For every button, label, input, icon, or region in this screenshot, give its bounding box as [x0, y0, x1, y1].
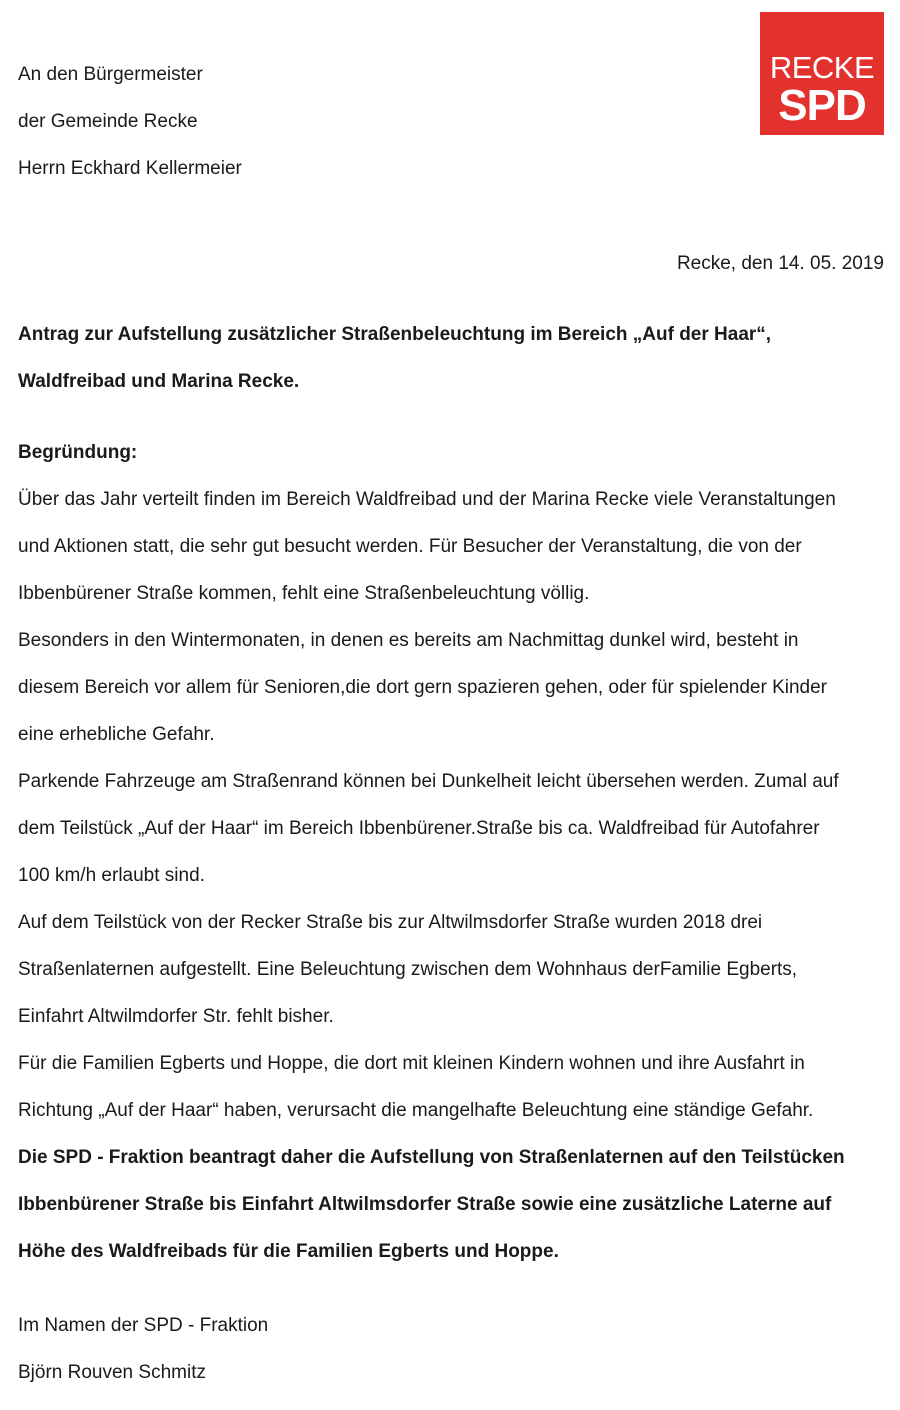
body-line: und Aktionen statt, die sehr gut besucht werden. Für Besucher der Veranstaltung, die von der	[18, 536, 802, 557]
signature-name: Björn Rouven Schmitz	[18, 1362, 206, 1383]
body-line: eine erhebliche Gefahr.	[18, 724, 215, 745]
body-line: dem Teilstück „Auf der Haar“ im Bereich Ibbenbürener.Straße bis ca. Waldfreibad für Autofahrer	[18, 818, 820, 839]
closing-line: Im Namen der SPD - Fraktion	[18, 1315, 269, 1336]
logo-text-spd: SPD	[778, 81, 866, 130]
letter-date: Recke, den 14. 05. 2019	[676, 253, 884, 274]
request-line: Höhe des Waldfreibads für die Familien Egberts und Hoppe.	[18, 1241, 559, 1262]
body-line: 100 km/h erlaubt sind.	[18, 865, 205, 886]
spd-recke-logo	[760, 12, 884, 135]
recipient-line-2: der Gemeinde Recke	[18, 111, 198, 132]
request-line: Ibbenbürener Straße bis Einfahrt Altwilmsdorfer Straße sowie eine zusätzliche Laterne auf	[18, 1194, 832, 1215]
body-line: Über das Jahr verteilt finden im Bereich Waldfreibad und der Marina Recke viele Veranstaltungen	[18, 489, 836, 510]
recipient-line-3: Herrn Eckhard Kellermeier	[18, 158, 242, 179]
body-line: Für die Familien Egberts und Hoppe, die dort mit kleinen Kindern wohnen und ihre Ausfahrt in	[18, 1053, 805, 1074]
body-line: Richtung „Auf der Haar“ haben, verursacht die mangelhafte Beleuchtung eine ständige Gefahr.	[18, 1100, 814, 1121]
recipient-line-1: An den Bürgermeister	[18, 64, 203, 85]
logo-text-recke: RECKE	[769, 50, 875, 85]
subject-line-1: Antrag zur Aufstellung zusätzlicher Straßenbeleuchtung im Bereich „Auf der Haar“,	[18, 324, 772, 345]
body-line: Ibbenbürener Straße kommen, fehlt eine Straßenbeleuchtung völlig.	[18, 583, 590, 604]
body-line: Auf dem Teilstück von der Recker Straße bis zur Altwilmsdorfer Straße wurden 2018 drei	[18, 912, 763, 933]
request-line: Die SPD - Fraktion beantragt daher die Aufstellung von Straßenlaternen auf den Teilstücken	[18, 1147, 845, 1168]
body-line: Straßenlaternen aufgestellt. Eine Beleuchtung zwischen dem Wohnhaus derFamilie Egberts,	[18, 959, 798, 980]
body-line: Parkende Fahrzeuge am Straßenrand können bei Dunkelheit leicht übersehen werden. Zumal auf	[18, 771, 839, 792]
reason-heading: Begründung:	[18, 442, 138, 463]
body-line: Einfahrt Altwilmdorfer Str. fehlt bisher.	[18, 1006, 334, 1027]
body-line: Besonders in den Wintermonaten, in denen es bereits am Nachmittag dunkel wird, besteht in	[18, 630, 799, 651]
body-line: diesem Bereich vor allem für Senioren,die dort gern spazieren gehen, oder für spielender Kinder	[18, 677, 828, 698]
subject-line-2: Waldfreibad und Marina Recke.	[18, 371, 300, 392]
